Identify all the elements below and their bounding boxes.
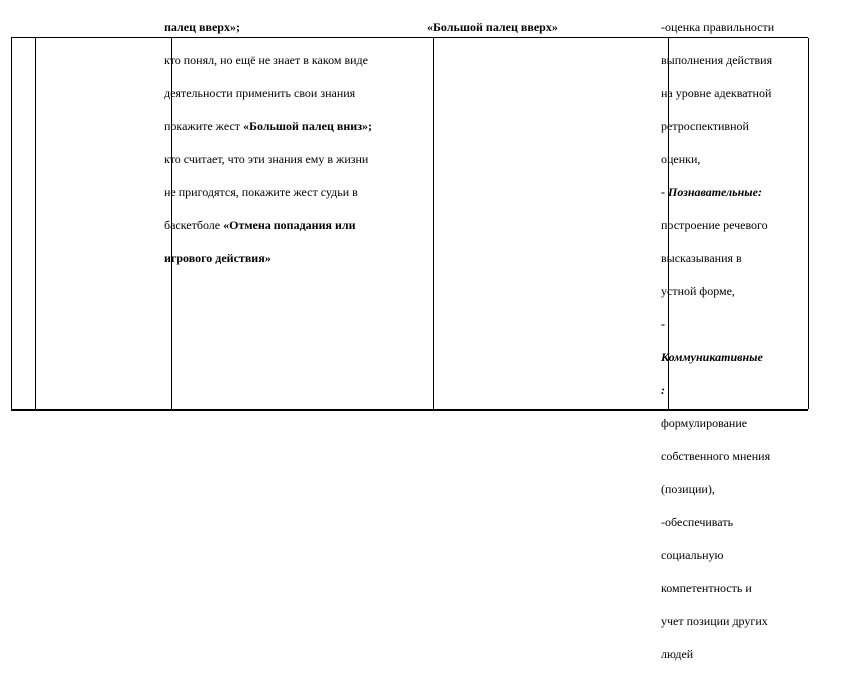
uud-line: оценки, bbox=[661, 151, 701, 166]
uud-line-cognitive bbox=[661, 184, 795, 201]
uud-line: устной форме, bbox=[661, 283, 735, 298]
uud-line: ретроспективной bbox=[661, 118, 749, 133]
teacher-activity-cell bbox=[164, 2, 418, 283]
uud-cell bbox=[661, 2, 795, 679]
uud-line: - bbox=[661, 316, 665, 331]
uud-line: высказывания в bbox=[661, 250, 742, 265]
teacher-line-4-text: покажите жест bbox=[164, 118, 244, 133]
uud-line: (позиции), bbox=[661, 481, 715, 496]
teacher-line-6: не пригодятся, покажите жест судьи в bbox=[164, 184, 358, 199]
uud-line: собственного мнения bbox=[661, 448, 771, 463]
uud-cognitive-heading: Познавательные: bbox=[668, 184, 762, 199]
uud-line: выполнения действия bbox=[661, 52, 773, 67]
uud-line: учет позиции других bbox=[661, 613, 768, 628]
uud-line: -оценка правильности bbox=[661, 19, 775, 34]
teacher-line-4 bbox=[164, 118, 418, 135]
uud-line: формулирование bbox=[661, 415, 748, 430]
teacher-line-3: деятельности применить свои знания bbox=[164, 85, 356, 100]
teacher-line-7-text: баскетболе bbox=[164, 217, 224, 232]
uud-line: компетентность и bbox=[661, 580, 752, 595]
student-activity-cell bbox=[427, 2, 652, 52]
teacher-line-7 bbox=[164, 217, 418, 234]
student-activity-text: «Большой палец вверх» bbox=[427, 19, 558, 34]
uud-line: построение речевого bbox=[661, 217, 768, 232]
teacher-line-1: палец вверх»; bbox=[164, 19, 240, 34]
uud-dash: - bbox=[661, 184, 668, 199]
uud-line: людей bbox=[661, 646, 694, 661]
table-column-stage bbox=[36, 38, 172, 409]
uud-line: на уровне адекватной bbox=[661, 85, 772, 100]
teacher-line-2: кто понял, но ещё не знает в каком виде bbox=[164, 52, 368, 67]
uud-line: социальную bbox=[661, 547, 724, 562]
uud-communicative-heading: Коммуникативные bbox=[661, 349, 763, 364]
teacher-line-4-bold: «Большой палец вниз»; bbox=[243, 118, 373, 133]
uud-line: -обеспечивать bbox=[661, 514, 734, 529]
teacher-line-8: игрового действия» bbox=[164, 250, 271, 265]
table-column-number bbox=[12, 38, 36, 409]
uud-line: : bbox=[661, 382, 665, 397]
table-column-student-activity bbox=[434, 38, 669, 409]
teacher-line-5: кто считает, что эти знания ему в жизни bbox=[164, 151, 369, 166]
teacher-line-7-bold: «Отмена попадания или bbox=[223, 217, 356, 232]
